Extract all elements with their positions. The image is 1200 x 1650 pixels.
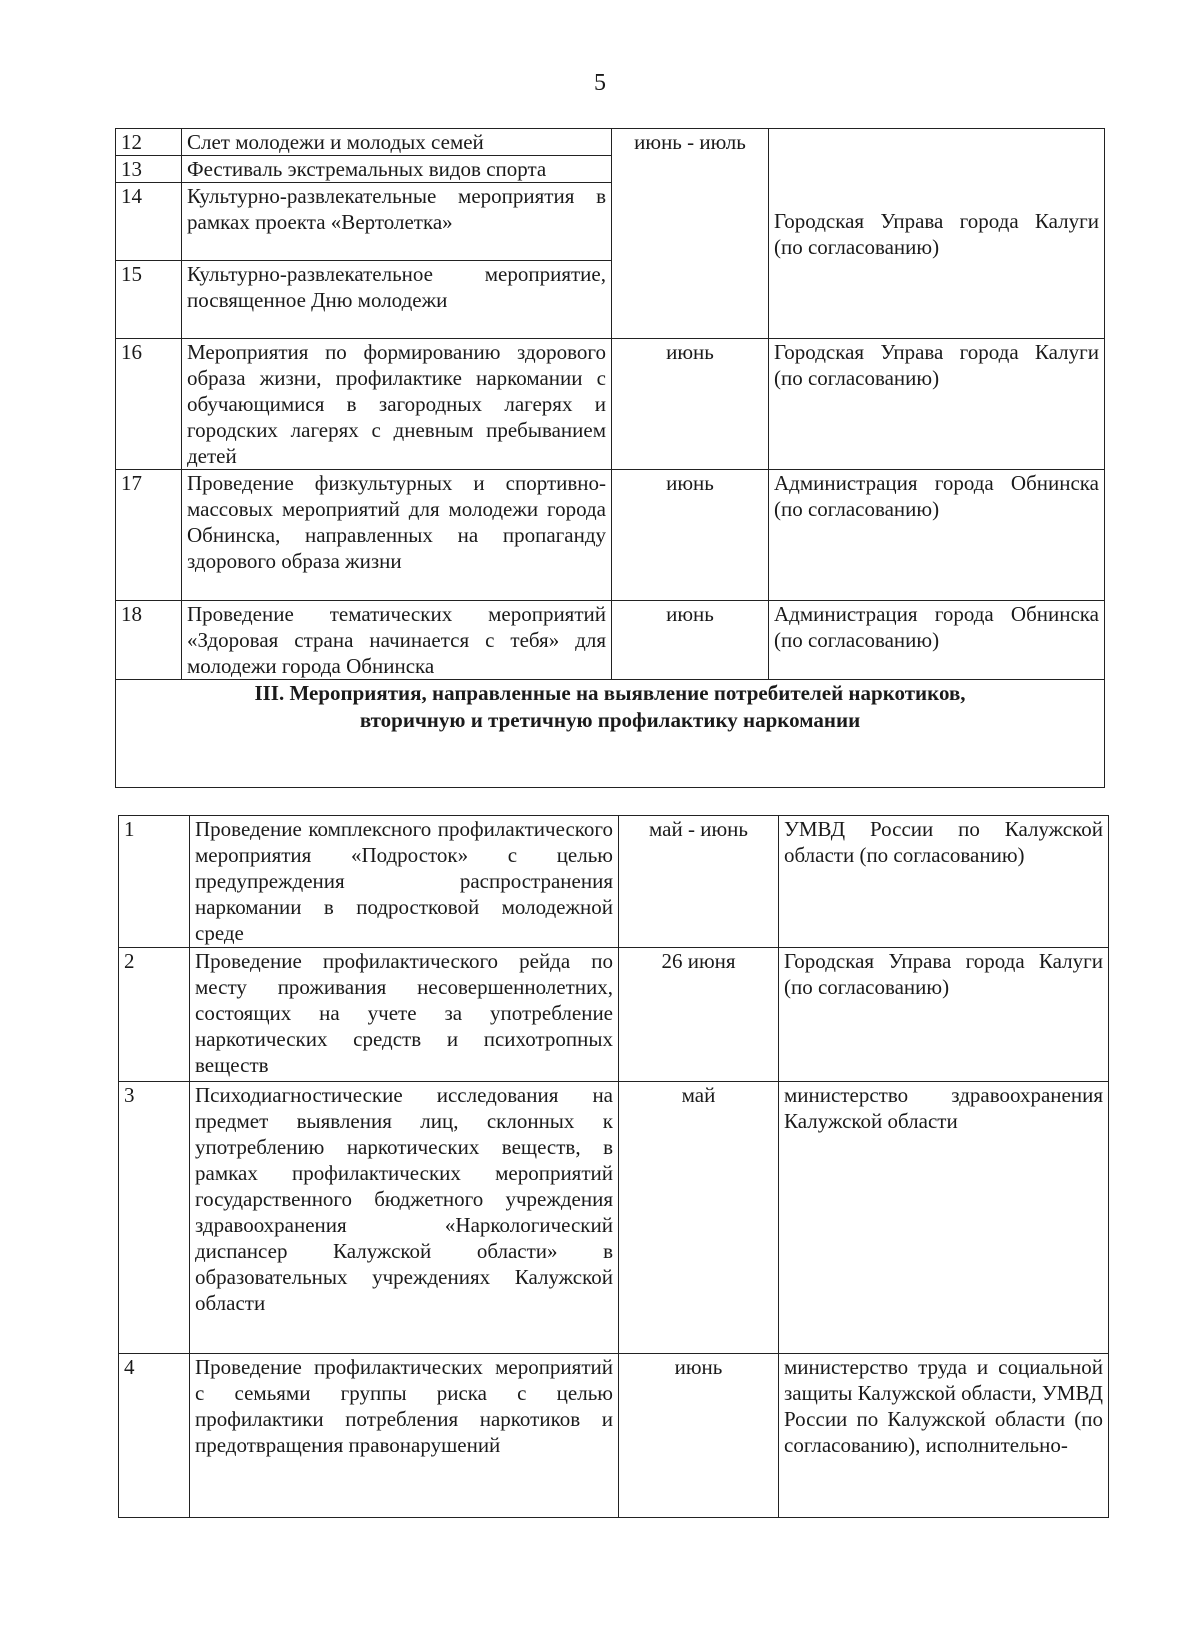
section-header-row <box>116 680 1105 788</box>
row-number: 16 <box>116 339 182 470</box>
responsible-party: Администрация города Обнинска (по согласованию) <box>769 470 1105 601</box>
row-number: 18 <box>116 601 182 680</box>
measure-date: июнь <box>612 339 769 470</box>
responsible-party: УМВД России по Калужской области (по согласованию) <box>779 816 1109 948</box>
responsible-party: Городская Управа города Калуги (по согласованию) <box>769 129 1105 339</box>
row-number: 4 <box>119 1354 190 1518</box>
row-number: 2 <box>119 948 190 1082</box>
section-title-line: вторичную и третичную профилактику наркомании <box>359 708 861 732</box>
row-number: 12 <box>116 129 182 156</box>
measure-description: Проведение комплексного профилактического мероприятия «Подросток» с целью предупреждения распространения наркомании в подростковой молодежной среде <box>190 816 619 948</box>
table-row <box>119 948 1109 1082</box>
responsible-party: министерство труда и социальной защиты Калужской области, УМВД России по Калужской области (по согласованию), исполнительно- <box>779 1354 1109 1518</box>
measure-description: Слет молодежи и молодых семей <box>182 129 612 156</box>
measure-date: июнь <box>612 601 769 680</box>
row-number: 15 <box>116 261 182 339</box>
responsible-party: Администрация города Обнинска (по согласованию) <box>769 601 1105 680</box>
section-title-line: III. Мероприятия, направленные на выявление потребителей наркотиков, <box>254 681 966 705</box>
measures-table-upper <box>115 128 1105 788</box>
measure-date: май - июнь <box>619 816 779 948</box>
measure-description: Проведение профилактических мероприятий с семьями группы риска с целью профилактики потребления наркотиков и предотвращения правонарушений <box>190 1354 619 1518</box>
row-number: 1 <box>119 816 190 948</box>
measure-description: Фестиваль экстремальных видов спорта <box>182 156 612 183</box>
measure-date: июнь <box>619 1354 779 1518</box>
measure-description: Мероприятия по формированию здорового образа жизни, профилактике наркомании с обучающимися в загородных лагерях и городских лагерях с дневным пребыванием детей <box>182 339 612 470</box>
measure-date: май <box>619 1082 779 1354</box>
row-number: 14 <box>116 183 182 261</box>
table-row <box>119 1354 1109 1518</box>
measure-description: Проведение тематических мероприятий «Здоровая страна начинается с тебя» для молодежи города Обнинска <box>182 601 612 680</box>
page-number: 5 <box>594 70 606 96</box>
measure-description: Культурно-развлекательное мероприятие, посвященное Дню молодежи <box>182 261 612 339</box>
measure-description: Психодиагностические исследования на предмет выявления лиц, склонных к употреблению наркотических веществ, в рамках профилактических мероприятий государственного бюджетного учреждения здравоохранения «Наркологический диспансер Калужской области» в образовательных учреждениях Калужской области <box>190 1082 619 1354</box>
table-row <box>116 129 1105 156</box>
row-number: 3 <box>119 1082 190 1354</box>
measure-date: июнь <box>612 470 769 601</box>
measure-date: июнь - июль <box>612 129 769 339</box>
section-title <box>116 680 1105 788</box>
table-row <box>116 470 1105 601</box>
table-row <box>116 601 1105 680</box>
measures-table-lower <box>118 815 1109 1518</box>
measure-date: 26 июня <box>619 948 779 1082</box>
responsible-party: Городская Управа города Калуги (по согласованию) <box>779 948 1109 1082</box>
measure-description: Проведение физкультурных и спортивно-массовых мероприятий для молодежи города Обнинска, направленных на пропаганду здорового образа жизни <box>182 470 612 601</box>
table-row <box>116 339 1105 470</box>
measure-description: Культурно-развлекательные мероприятия в рамках проекта «Вертолетка» <box>182 183 612 261</box>
table-row <box>119 1082 1109 1354</box>
row-number: 13 <box>116 156 182 183</box>
row-number: 17 <box>116 470 182 601</box>
responsible-party: министерство здравоохранения Калужской области <box>779 1082 1109 1354</box>
measure-description: Проведение профилактического рейда по месту проживания несовершеннолетних, состоящих на учете за употребление наркотических средств и психотропных веществ <box>190 948 619 1082</box>
table-row <box>119 816 1109 948</box>
responsible-party: Городская Управа города Калуги (по согласованию) <box>769 339 1105 470</box>
